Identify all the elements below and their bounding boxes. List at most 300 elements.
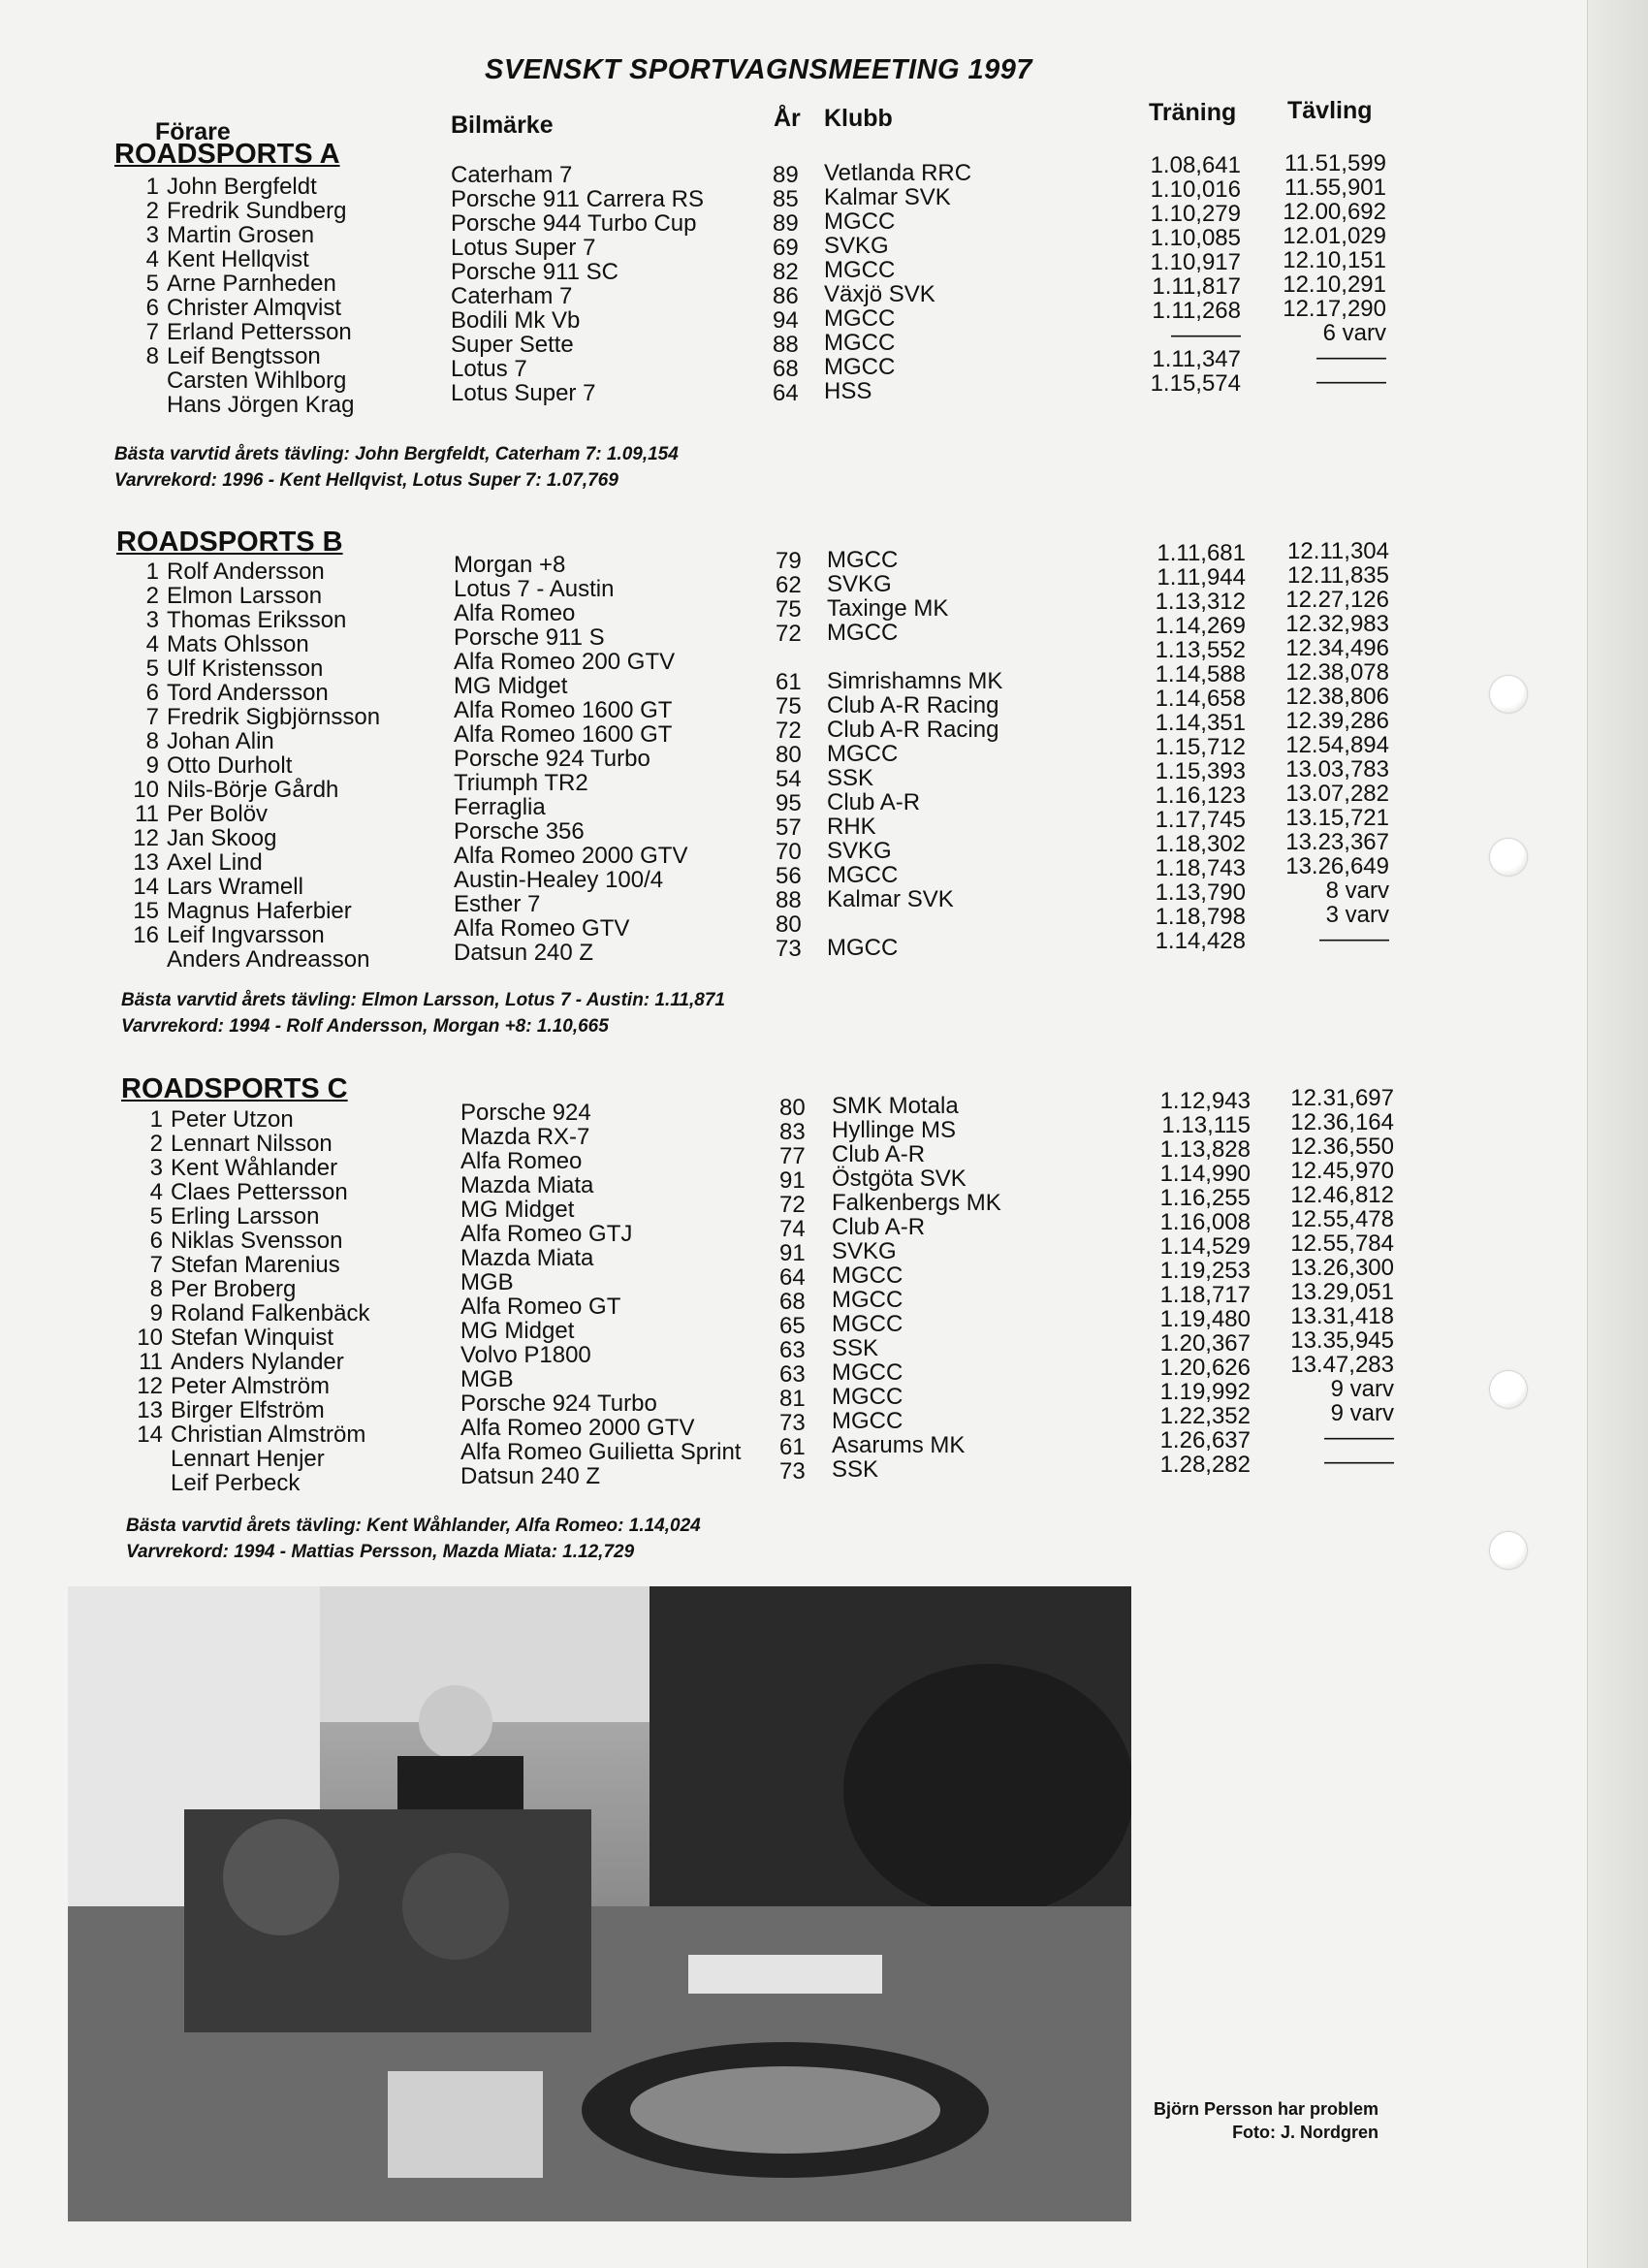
practice-time: 1.16,008	[1159, 1209, 1251, 1235]
year-column	[779, 1096, 806, 1484]
club-name: Östgöta SVK	[832, 1166, 967, 1192]
club-name: Club A-R	[827, 789, 921, 815]
race-time: 12.55,784	[1290, 1230, 1394, 1257]
car-year: 69	[773, 235, 799, 261]
race-column	[1282, 151, 1386, 394]
practice-column	[1154, 1089, 1251, 1477]
practice-time: 1.10,917	[1150, 249, 1241, 275]
driver-column	[134, 1107, 369, 1495]
practice-time: 1.11,681	[1157, 540, 1246, 566]
class-title: ROADSPORTS B	[116, 527, 343, 558]
practice-time: 1.11,817	[1152, 273, 1241, 300]
car-name: Porsche 944 Turbo Cup	[451, 210, 697, 237]
table-row	[130, 899, 380, 923]
race-time: 13.03,783	[1285, 756, 1389, 783]
table-row	[130, 296, 354, 320]
race-time: 12.36,164	[1290, 1109, 1394, 1135]
car-name: Ferraglia	[454, 794, 546, 820]
car-name: Triumph TR2	[454, 770, 588, 796]
club-name: Vetlanda RRC	[824, 160, 972, 186]
table-row	[130, 272, 354, 296]
punch-hole	[1490, 839, 1527, 876]
car-name: MG Midget	[454, 673, 568, 699]
car-year: 56	[776, 863, 802, 889]
car-year: 91	[779, 1167, 806, 1194]
class-notes	[114, 441, 679, 494]
club-name: HSS	[824, 378, 872, 404]
year-column	[776, 549, 802, 961]
position: 4	[145, 246, 159, 272]
driver-name: Anders Nylander	[171, 1349, 344, 1375]
driver-name: Martin Grosen	[167, 222, 315, 248]
car-name: Alfa Romeo GTV	[454, 915, 630, 942]
car-name: Porsche 924	[460, 1100, 591, 1126]
car-name: Bodili Mk Vb	[451, 307, 581, 334]
position: 4	[145, 631, 159, 657]
car-year: 72	[776, 621, 802, 647]
practice-time: 1.18,717	[1159, 1282, 1251, 1308]
practice-column	[1149, 541, 1246, 953]
table-row	[130, 705, 380, 729]
race-time: 12.39,286	[1285, 708, 1389, 734]
practice-time: 1.10,016	[1150, 176, 1241, 203]
position: 11	[139, 1349, 163, 1375]
header-club: Klubb	[824, 105, 893, 132]
race-column	[1284, 539, 1389, 951]
car-year: 61	[776, 669, 802, 695]
page-edge	[1587, 0, 1648, 2268]
practice-time: 1.28,282	[1159, 1452, 1251, 1478]
practice-time: ———	[1171, 322, 1241, 348]
table-row	[130, 778, 380, 802]
car-name: MG Midget	[460, 1197, 575, 1223]
race-column	[1289, 1086, 1394, 1474]
practice-time: 1.18,798	[1155, 904, 1246, 930]
practice-time: 1.19,480	[1159, 1306, 1251, 1332]
car-name: Alfa Romeo 1600 GT	[454, 721, 673, 748]
car-year: 63	[779, 1337, 806, 1363]
race-time: 13.35,945	[1290, 1327, 1394, 1354]
driver-name: Nils-Börje Gårdh	[167, 777, 339, 803]
table-row	[130, 826, 380, 850]
club-name: SVKG	[824, 233, 889, 259]
club-name: Asarums MK	[832, 1432, 966, 1458]
race-time: 12.36,550	[1290, 1134, 1394, 1160]
driver-name: John Bergfeldt	[167, 174, 317, 200]
club-name: Falkenbergs MK	[832, 1190, 1001, 1216]
practice-time: 1.11,944	[1157, 564, 1246, 591]
driver-name: Lennart Henjer	[171, 1446, 325, 1472]
driver-name: Axel Lind	[167, 849, 263, 876]
practice-time: 1.16,123	[1155, 783, 1246, 809]
club-name	[827, 911, 1002, 936]
practice-time: 1.22,352	[1159, 1403, 1251, 1429]
car-year: 89	[773, 162, 799, 188]
car-year: 80	[776, 911, 802, 938]
header-practice: Träning	[1149, 99, 1237, 126]
car-year: 63	[779, 1361, 806, 1388]
driver-name: Birger Elfström	[171, 1397, 325, 1423]
race-time: 12.11,304	[1287, 538, 1389, 564]
position: 2	[145, 198, 159, 224]
table-row	[130, 368, 354, 393]
practice-time: 1.15,393	[1155, 758, 1246, 784]
car-column	[454, 553, 687, 965]
race-time: ———	[1319, 926, 1389, 952]
position: 3	[145, 222, 159, 248]
car-name: Porsche 924 Turbo	[460, 1390, 657, 1417]
lap-record-note: Varvrekord: 1996 - Kent Hellqvist, Lotus Super 7: 1.07,769	[114, 470, 618, 491]
practice-time: 1.20,626	[1159, 1355, 1251, 1381]
car-name: Caterham 7	[451, 283, 573, 309]
club-name: Kalmar SVK	[827, 886, 954, 912]
club-name: Taxinge MK	[827, 595, 949, 622]
practice-time: 1.15,574	[1150, 370, 1241, 397]
punch-hole	[1490, 1532, 1527, 1569]
race-time: 6 varv	[1322, 320, 1386, 346]
year-column	[773, 163, 799, 405]
practice-time: 1.18,743	[1155, 855, 1246, 881]
car-name: Morgan +8	[454, 552, 566, 578]
position: 14	[137, 1421, 163, 1448]
club-name: MGCC	[832, 1311, 903, 1337]
position: 10	[133, 777, 159, 803]
driver-name: Peter Utzon	[171, 1106, 294, 1133]
driver-name: Roland Falkenbäck	[171, 1300, 370, 1326]
race-time: 12.10,291	[1283, 272, 1386, 298]
table-row	[134, 1132, 369, 1156]
position: 8	[145, 343, 159, 369]
punch-hole	[1490, 1371, 1527, 1408]
club-name: MGCC	[824, 330, 896, 356]
driver-name: Lars Wramell	[167, 874, 303, 900]
club-column	[827, 548, 1002, 960]
driver-name: Arne Parnheden	[167, 271, 336, 297]
car-name: Alfa Romeo 2000 GTV	[454, 843, 688, 869]
driver-name: Claes Pettersson	[171, 1179, 348, 1205]
position: 13	[133, 849, 159, 876]
driver-name: Anders Andreasson	[167, 946, 370, 973]
position: 7	[149, 1252, 163, 1278]
race-time: 12.31,697	[1290, 1085, 1394, 1111]
car-year: 64	[779, 1264, 806, 1291]
race-time: 12.38,806	[1285, 684, 1389, 710]
position: 5	[145, 271, 159, 297]
position: 10	[137, 1325, 163, 1351]
table-row	[134, 1180, 369, 1204]
table-row	[130, 753, 380, 778]
position: 7	[145, 319, 159, 345]
driver-name: Magnus Haferbier	[167, 898, 352, 924]
driver-name: Christer Almqvist	[167, 295, 342, 321]
car-year: 54	[776, 766, 802, 792]
race-time: 13.29,051	[1290, 1279, 1394, 1305]
driver-name: Per Bolöv	[167, 801, 269, 827]
table-row	[130, 393, 354, 417]
driver-name: Ulf Kristensson	[167, 655, 324, 682]
car-year	[776, 646, 802, 670]
driver-name: Kent Wåhlander	[171, 1155, 338, 1181]
club-name: SVKG	[832, 1238, 897, 1264]
club-name: MGCC	[824, 305, 896, 332]
car-name: Alfa Romeo	[454, 600, 576, 626]
club-name: SVKG	[827, 838, 892, 864]
table-row	[134, 1156, 369, 1180]
position: 12	[137, 1373, 163, 1399]
position: 5	[149, 1203, 163, 1230]
car-year: 85	[773, 186, 799, 212]
position: 13	[137, 1397, 163, 1423]
car-name: Alfa Romeo GT	[460, 1294, 621, 1320]
club-name: SSK	[827, 765, 874, 791]
position: 4	[149, 1179, 163, 1205]
table-row	[130, 947, 380, 972]
club-name: MGCC	[824, 354, 896, 380]
race-time: ———	[1316, 368, 1386, 395]
car-year: 91	[779, 1240, 806, 1266]
race-time: 9 varv	[1330, 1400, 1394, 1426]
club-name: SMK Motala	[832, 1093, 959, 1119]
car-name: Porsche 356	[454, 818, 585, 845]
car-name: Lotus 7	[451, 356, 527, 382]
table-row	[130, 729, 380, 753]
position: 6	[145, 295, 159, 321]
race-time: 12.01,029	[1283, 223, 1386, 249]
table-row	[130, 681, 380, 705]
practice-time: 1.10,279	[1150, 201, 1241, 227]
table-row	[130, 850, 380, 875]
driver-name: Erling Larsson	[171, 1203, 320, 1230]
race-time: 12.00,692	[1283, 199, 1386, 225]
best-lap-note: Bästa varvtid årets tävling: John Bergfeldt, Caterham 7: 1.09,154	[114, 444, 679, 464]
practice-time: 1.17,745	[1155, 807, 1246, 833]
car-name: Porsche 911 S	[454, 624, 605, 651]
car-name: Austin-Healey 100/4	[454, 867, 664, 893]
race-time: 12.54,894	[1285, 732, 1389, 758]
practice-time: 1.14,351	[1155, 710, 1246, 736]
position: 9	[149, 1300, 163, 1326]
car-year: 62	[776, 572, 802, 598]
header-driver: Förare	[155, 118, 231, 145]
practice-time: 1.13,790	[1155, 879, 1246, 906]
practice-time: 1.14,990	[1159, 1161, 1251, 1187]
position: 1	[145, 174, 159, 200]
car-name: Lotus Super 7	[451, 380, 596, 406]
car-year: 75	[776, 596, 802, 623]
position: 1	[145, 559, 159, 585]
car-name: Alfa Romeo	[460, 1148, 583, 1174]
car-year: 80	[779, 1095, 806, 1121]
car-name: MGB	[460, 1269, 514, 1295]
practice-time: 1.18,302	[1155, 831, 1246, 857]
race-time: 11.55,901	[1284, 175, 1386, 201]
practice-time: 1.11,268	[1152, 298, 1241, 324]
practice-time: 1.19,253	[1159, 1258, 1251, 1284]
race-time: 13.26,300	[1290, 1255, 1394, 1281]
club-name: Club A-R Racing	[827, 692, 999, 719]
photo-illustration	[68, 1586, 1131, 2221]
position: 7	[145, 704, 159, 730]
car-column	[451, 163, 704, 405]
race-time: 8 varv	[1325, 878, 1389, 904]
race-time: 12.55,478	[1290, 1206, 1394, 1232]
race-time: 13.15,721	[1285, 805, 1389, 831]
position: 5	[145, 655, 159, 682]
best-lap-note: Bästa varvtid årets tävling: Elmon Larsson, Lotus 7 - Austin: 1.11,871	[121, 990, 725, 1010]
table-row	[130, 223, 354, 247]
club-name: MGCC	[824, 257, 896, 283]
club-column	[824, 161, 971, 403]
practice-time: 1.14,588	[1155, 661, 1246, 687]
car-name: Mazda Miata	[460, 1245, 594, 1271]
race-time: 13.26,649	[1285, 853, 1389, 879]
position: 2	[145, 583, 159, 609]
driver-name: Stefan Marenius	[171, 1252, 340, 1278]
header-year: År	[774, 105, 801, 132]
race-time: 12.46,812	[1290, 1182, 1394, 1208]
driver-column	[130, 175, 354, 417]
practice-column	[1144, 153, 1241, 396]
driver-name: Leif Ingvarsson	[167, 922, 325, 948]
practice-time: 1.16,255	[1159, 1185, 1251, 1211]
club-column	[832, 1094, 1001, 1482]
best-lap-note: Bästa varvtid årets tävling: Kent Wåhlander, Alfa Romeo: 1.14,024	[126, 1516, 701, 1536]
car-name: MGB	[460, 1366, 514, 1392]
practice-time: 1.13,312	[1155, 589, 1246, 615]
table-row	[134, 1301, 369, 1326]
club-name: Club A-R	[832, 1214, 926, 1240]
club-name: MGCC	[827, 547, 899, 573]
position: 9	[145, 752, 159, 779]
car-name: Esther 7	[454, 891, 541, 917]
car-name: Porsche 911 SC	[451, 259, 618, 285]
car-name: Mazda Miata	[460, 1172, 594, 1198]
punch-hole	[1490, 676, 1527, 713]
club-name: MGCC	[827, 935, 899, 961]
club-name: MGCC	[824, 208, 896, 235]
car-name: Porsche 911 Carrera RS	[451, 186, 704, 212]
position: 3	[145, 607, 159, 633]
table-row	[134, 1447, 369, 1471]
driver-name: Leif Perbeck	[171, 1470, 301, 1496]
position: 16	[133, 922, 159, 948]
table-row	[134, 1398, 369, 1422]
club-name: SVKG	[827, 571, 892, 597]
driver-name: Thomas Eriksson	[167, 607, 347, 633]
car-name: Alfa Romeo 2000 GTV	[460, 1415, 695, 1441]
driver-name: Erland Pettersson	[167, 319, 352, 345]
table-row	[130, 875, 380, 899]
car-name: Datsun 240 Z	[460, 1463, 601, 1489]
table-row	[130, 802, 380, 826]
race-time: 13.47,283	[1290, 1352, 1394, 1378]
caption-text: Björn Persson har problem	[1154, 2099, 1379, 2119]
driver-column	[130, 559, 380, 972]
club-name: Simrishamns MK	[827, 668, 1003, 694]
driver-name: Johan Alin	[167, 728, 274, 754]
club-name: SSK	[832, 1335, 879, 1361]
photo-caption	[1154, 2097, 1379, 2144]
car-name: Alfa Romeo 1600 GT	[454, 697, 673, 723]
club-name: MGCC	[832, 1262, 903, 1289]
race-time: ———	[1316, 344, 1386, 370]
driver-name: Christian Almström	[171, 1421, 366, 1448]
race-time: 13.07,282	[1285, 781, 1389, 807]
table-row	[134, 1204, 369, 1229]
table-row	[130, 559, 380, 584]
header-car: Bilmärke	[451, 112, 554, 139]
car-name: Mazda RX-7	[460, 1124, 590, 1150]
race-time: 11.51,599	[1284, 150, 1386, 176]
car-year: 73	[779, 1458, 806, 1485]
table-row	[134, 1107, 369, 1132]
car-name: Lotus 7 - Austin	[454, 576, 615, 602]
race-time: 12.32,983	[1285, 611, 1389, 637]
practice-time: 1.13,828	[1159, 1136, 1251, 1163]
club-name: Club A-R	[832, 1141, 926, 1167]
class-title: ROADSPORTS C	[121, 1073, 348, 1104]
driver-name: Elmon Larsson	[167, 583, 323, 609]
car-year: 81	[779, 1386, 806, 1412]
car-year: 82	[773, 259, 799, 285]
table-row	[130, 584, 380, 608]
car-name: Alfa Romeo GTJ	[460, 1221, 633, 1247]
car-year: 74	[779, 1216, 806, 1242]
practice-time: 1.11,347	[1152, 346, 1241, 372]
position: 6	[149, 1228, 163, 1254]
driver-name: Jan Skoog	[167, 825, 277, 851]
car-year: 88	[773, 332, 799, 358]
lap-record-note: Varvrekord: 1994 - Mattias Persson, Mazda Miata: 1.12,729	[126, 1542, 635, 1562]
driver-name: Leif Bengtsson	[167, 343, 321, 369]
page-title: SVENSKT SPORTVAGNSMEETING 1997	[485, 54, 1033, 85]
practice-time: 1.26,637	[1159, 1427, 1251, 1453]
race-time: 12.27,126	[1285, 587, 1389, 613]
car-year: 64	[773, 380, 799, 406]
car-year: 80	[776, 742, 802, 768]
table-row	[134, 1277, 369, 1301]
car-year: 73	[776, 936, 802, 962]
table-row	[130, 656, 380, 681]
table-row	[130, 199, 354, 223]
table-row	[134, 1471, 369, 1495]
driver-name: Lennart Nilsson	[171, 1131, 333, 1157]
car-year: 95	[776, 790, 802, 816]
lap-record-note: Varvrekord: 1994 - Rolf Andersson, Morgan +8: 1.10,665	[121, 1016, 609, 1037]
position: 8	[149, 1276, 163, 1302]
car-name: Super Sette	[451, 332, 574, 358]
race-time: 12.38,078	[1285, 659, 1389, 686]
practice-time: 1.14,428	[1155, 928, 1246, 954]
driver-name: Per Broberg	[171, 1276, 297, 1302]
driver-name: Otto Durholt	[167, 752, 293, 779]
table-row	[130, 632, 380, 656]
driver-name: Tord Andersson	[167, 680, 329, 706]
car-year: 94	[773, 307, 799, 334]
car-year: 77	[779, 1143, 806, 1169]
car-name: MG Midget	[460, 1318, 575, 1344]
table-row	[134, 1229, 369, 1253]
driver-name: Fredrik Sigbjörnsson	[167, 704, 381, 730]
race-time: ———	[1324, 1424, 1394, 1451]
club-name: Växjö SVK	[824, 281, 935, 307]
position: 3	[149, 1155, 163, 1181]
driver-name: Fredrik Sundberg	[167, 198, 347, 224]
car-year: 61	[779, 1434, 806, 1460]
table-row	[130, 344, 354, 368]
race-time: 13.23,367	[1285, 829, 1389, 855]
driver-name: Rolf Andersson	[167, 559, 325, 585]
